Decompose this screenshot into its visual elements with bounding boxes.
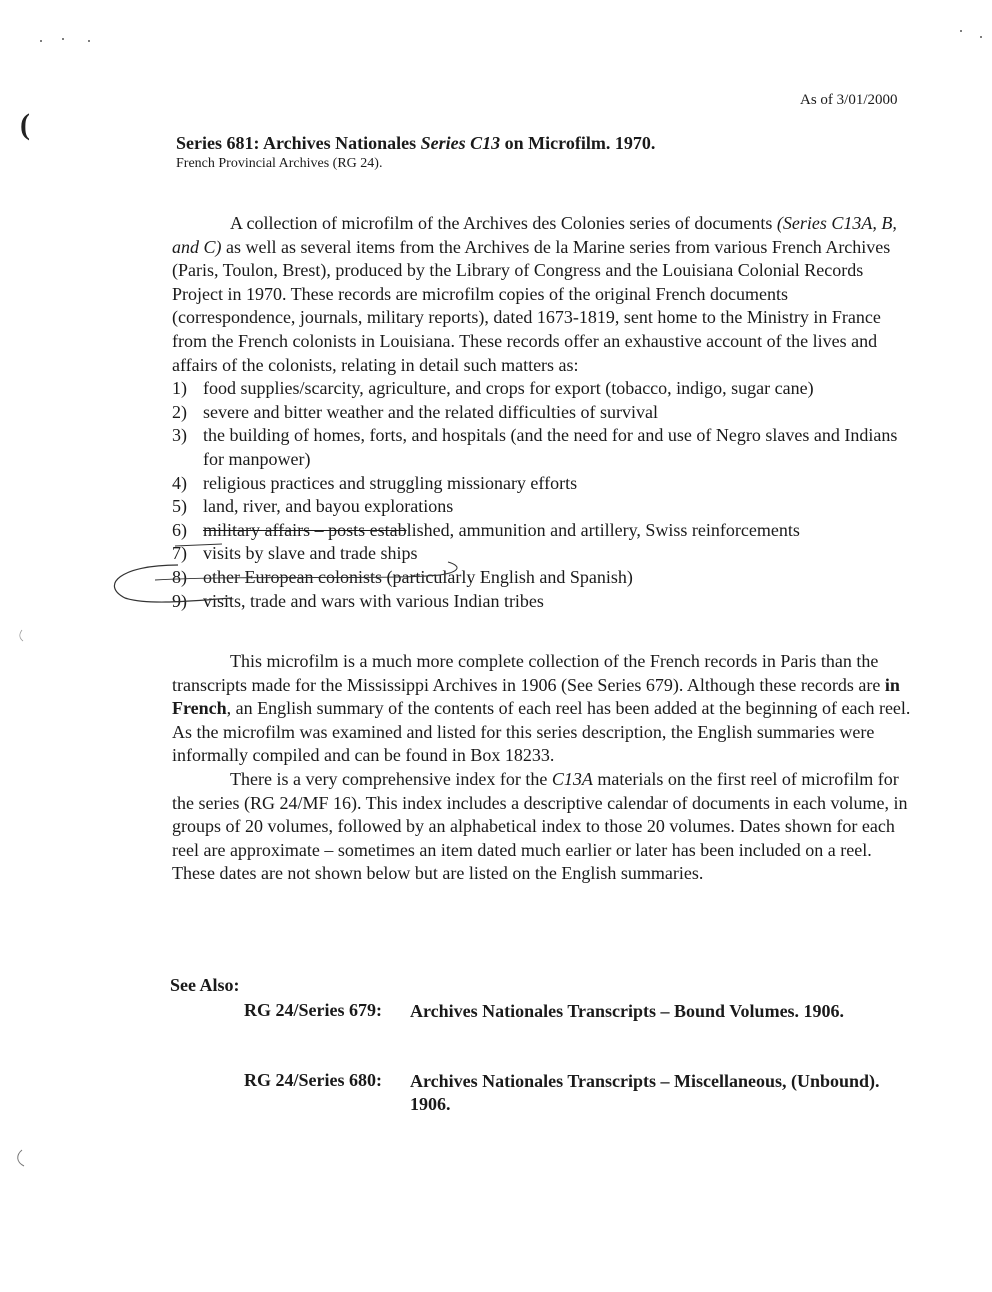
see-also-desc: Archives Nationales Transcripts – Miscellaneous, (Unbound). 1906. [410, 1071, 880, 1114]
list-item: 6) military affairs – posts established, ammunition and artillery, Swiss reinforcements [172, 519, 800, 540]
pencil-arc [155, 562, 457, 580]
see-also-rg: RG 24/Series 680: [244, 1070, 382, 1090]
pencil-loop [114, 565, 232, 602]
p2-bold: in French [172, 674, 900, 719]
list-item: 8) other European colonists (particularly English and Spanish) [172, 566, 633, 587]
paragraph-3: There is a very comprehensive index for the C13A materials on the first reel of microfilm for the series (RG 24/MF 16). This index includes a descriptive calendar of documents in each volume, in groups of 20 volumes, followed by an alphabetical index to those 20 volumes. Dates shown for each reel are approximate – sometimes an item dated much earlier or later has been included on a reel. These dates are not shown below but are listed on the English summaries. [172, 768, 908, 884]
p1-lead: A collection of microfilm of the Archives des Colonies series of documents [230, 213, 777, 233]
p1-rest: as well as several items from the Archives de la Marine series from various French Archives (Paris, Toulon, Brest), produced by the Library of Congress and the Louisiana Colonial Records Project in 1970. These records are microfilm copies of the original French documents (correspondence, journals, military reports), dated 1673-1819, sent home to the Ministry in France from the French colonists in Louisiana. These records offer an exhaustive account of the lives and affairs of the colonists, relating in detail such matters as: [172, 236, 891, 375]
paragraph-2: This microfilm is a much more complete collection of the French records in Paris than the transcripts made for the Mississippi Archives in 1906 (See Series 679). Although these records are in French, an English summary of the contents of each reel has been added at the beginning of each reel. As the microfilm was examined and listed for this series description, the English summaries were informally compiled and can be found in Box 18233. [172, 651, 911, 766]
title-prefix: Series 681: Archives Nationales [176, 133, 421, 153]
list-item: 7) visits by slave and trade ships [172, 543, 418, 564]
title-italic: Series C13 [420, 133, 501, 153]
p3-italic: C13A [551, 768, 593, 789]
list-item: 4) religious practices and struggling missionary efforts [172, 472, 578, 493]
title-suffix: on Microfilm. 1970. [500, 133, 656, 153]
p1-italic: (Series C13A, B, and C) [172, 213, 897, 257]
list-item: 3) the building of homes, forts, and hospitals (and the need for and use of Negro slaves and Indians for manpower) [172, 425, 898, 469]
pencil-tick [20, 630, 23, 641]
list-item: 2) severe and bitter weather and the related difficulties of survival [172, 401, 658, 422]
struck-text: military affairs – posts estab [203, 519, 407, 540]
series-subtitle: French Provincial Archives (RG 24). [176, 156, 383, 171]
document-date: As of 3/01/2000 [800, 92, 898, 108]
see-also-rg: RG 24/Series 679: [244, 1000, 382, 1020]
see-also-heading: See Also: [170, 975, 240, 995]
pencil-line [175, 544, 222, 546]
list-item: 1) food supplies/scarcity, agriculture, and crops for export (tobacco, indigo, sugar cane) [172, 378, 814, 399]
list-item: 5) land, river, and bayou explorations [172, 496, 454, 517]
margin-paren-mark: ( [20, 108, 30, 141]
pencil-tick [18, 1150, 24, 1166]
see-also-desc: Archives Nationales Transcripts – Bound Volumes. 1906. [410, 1001, 845, 1021]
list-item: 9) visits, trade and wars with various Indian tribes [172, 590, 544, 611]
